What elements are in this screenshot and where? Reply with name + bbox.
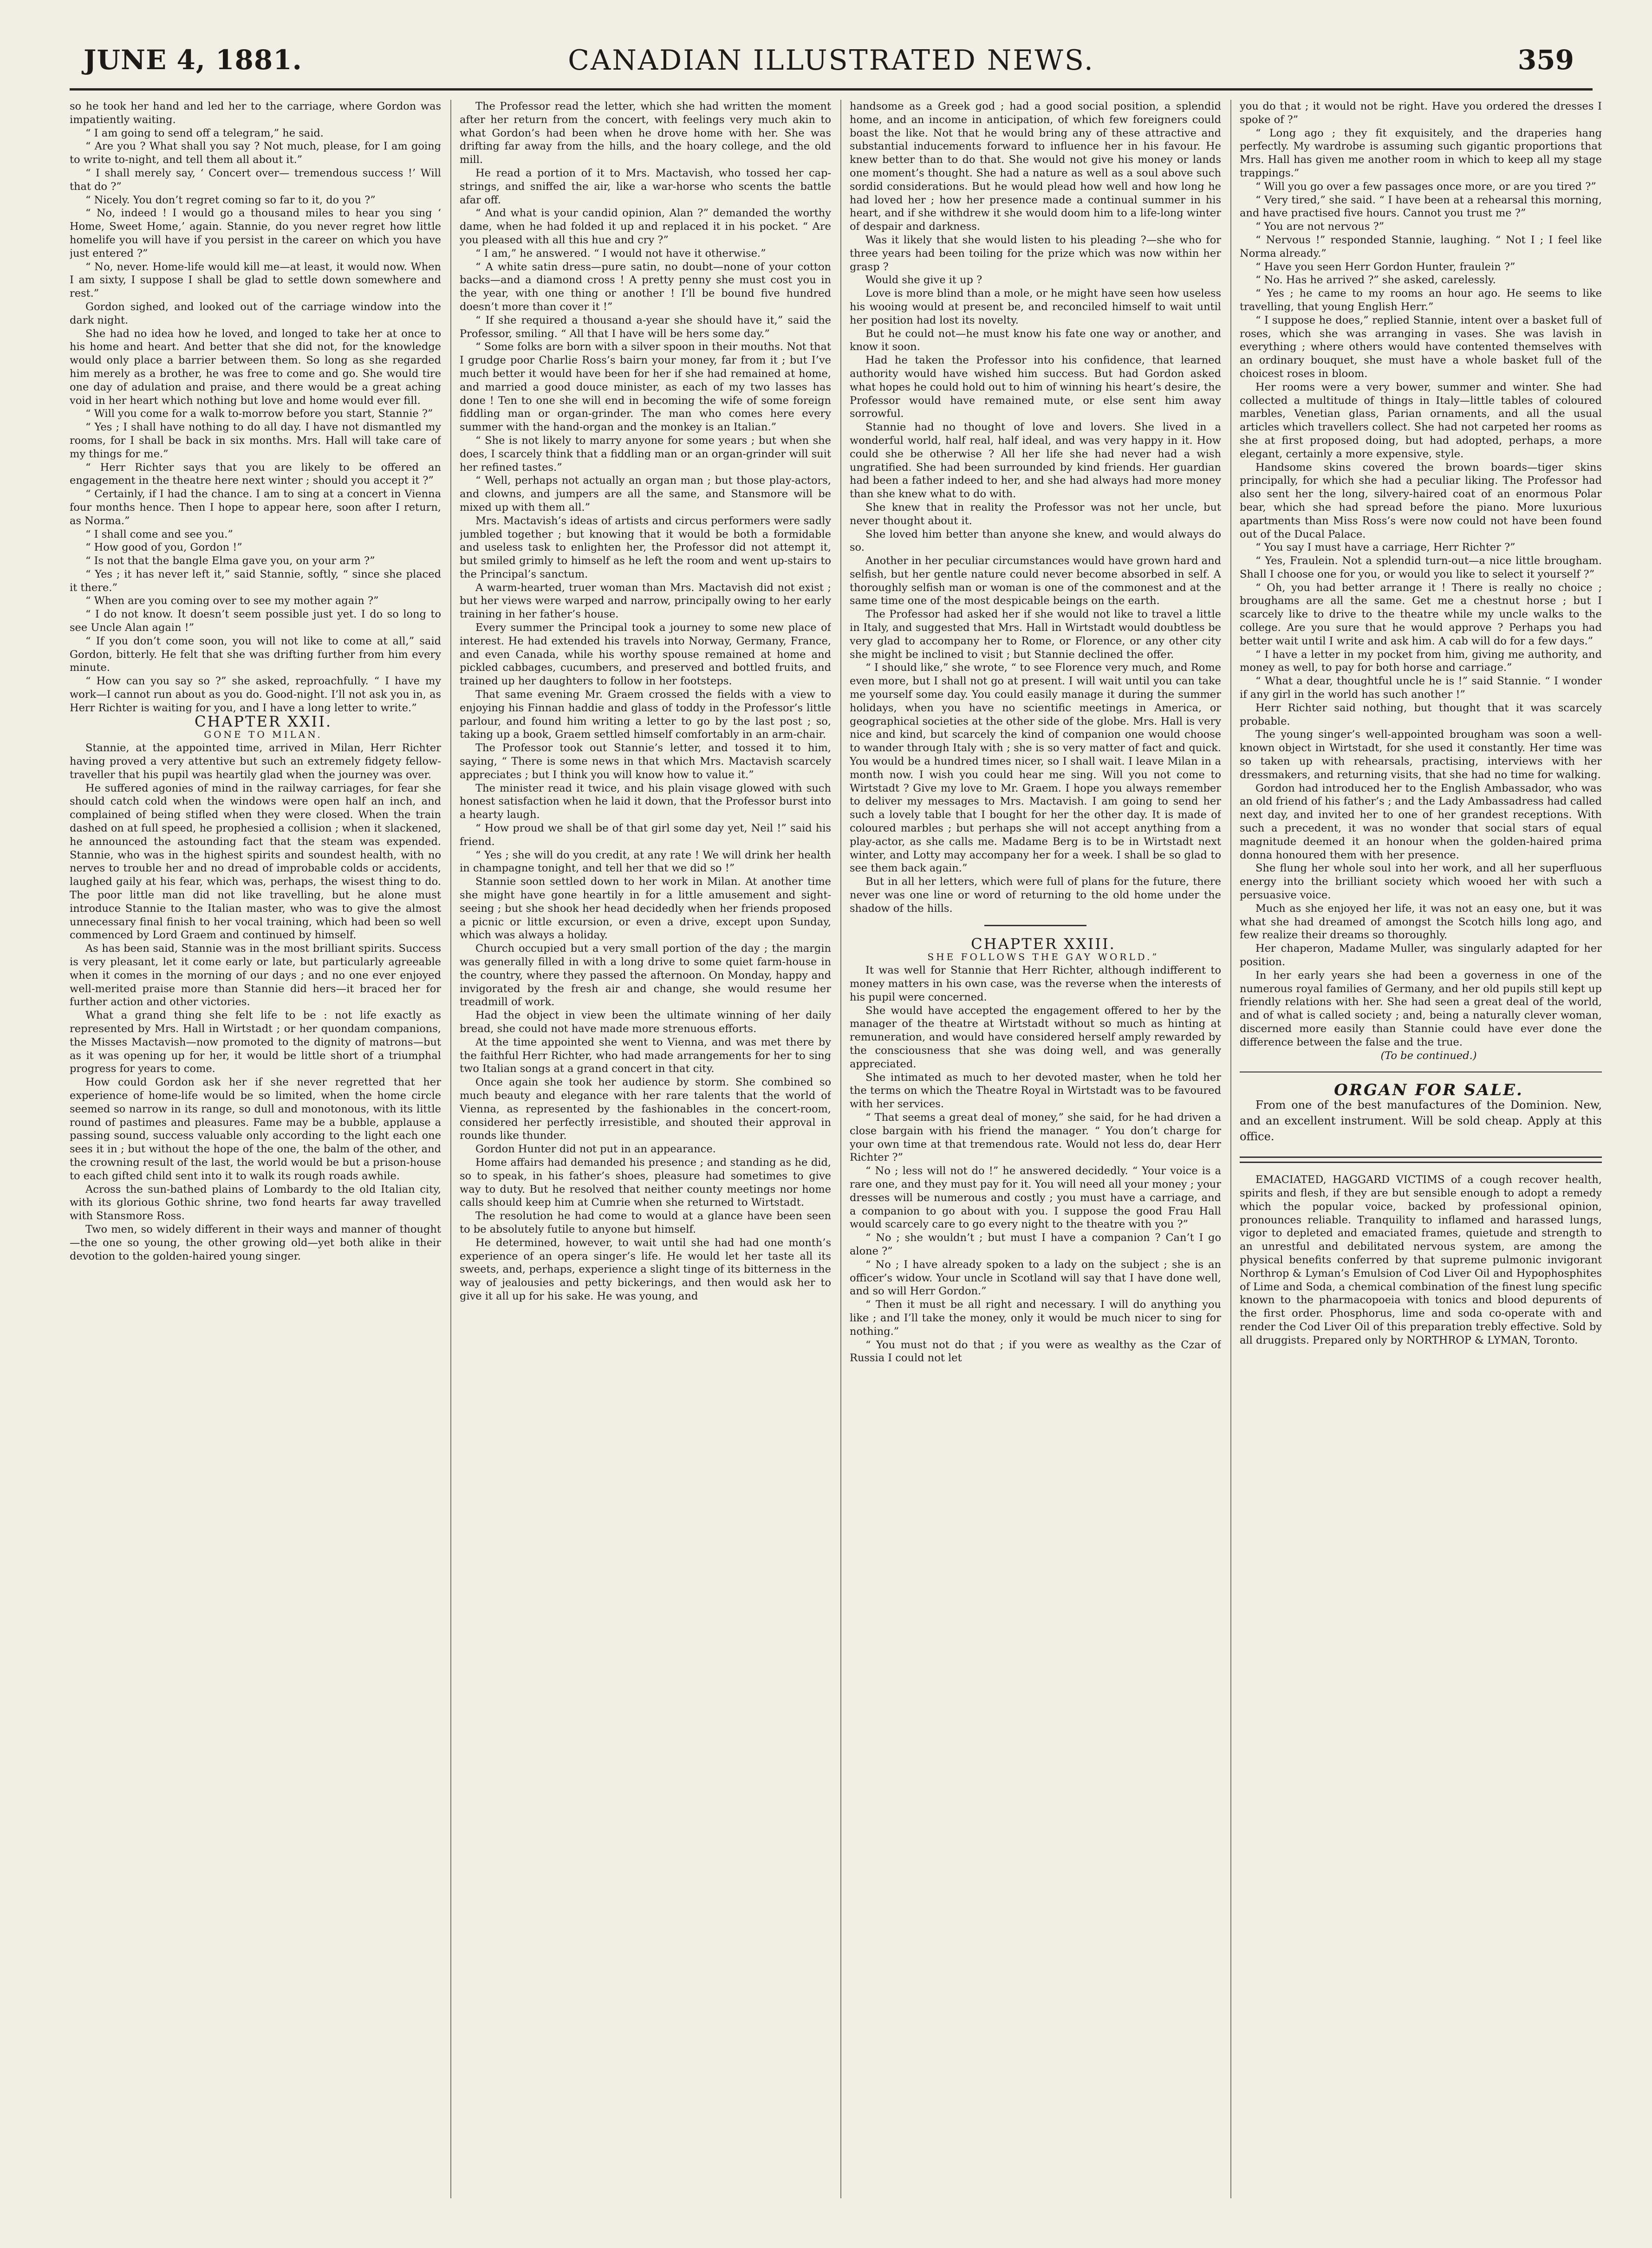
paragraph: “ I should like,” she wrote, “ to see Florence very much, and Rome even more, but I shall not go at present. I will wait until you can take me yourself some day. You could easily manage it during the summer holidays, when you have no scientific meetings in America, or geographical societies at the other side of the globe. Mrs. Hall is very nice and kind, but scarcely the kind of companion one would choose to wander through Italy with ; she is so very matter of fact and quick. You would be a hundred times nicer, so I shall wait. I leave Milan in a month now. I wish you could hear me sing. Will you not come to Wirtstadt ? Give my love to Mr. Graem. I hope you always remember to deliver my messages to Mrs. Mactavish. I am going to send her such a lovely table that I bought for her the other day. It is made of coloured marbles ; but perhaps she will not accept anything from a play-actor, as she calls me. Madame Berg is to be in Wirtstadt next winter, and Lotty may accompany her for a week. I shall be so glad to see them back again.” — [850, 662, 1221, 875]
paragraph: “ Very tired,” she said. “ I have been at a rehearsal this morning, and have practised five hours. Cannot you trust me ?” — [1240, 194, 1602, 220]
paragraph: “ I am,” he answered. “ I would not have it otherwise.” — [475, 247, 766, 260]
paragraph: “ I do not know. It doesn’t seem possible just yet. I do so long to see Uncle Alan again !” — [70, 608, 441, 634]
paragraph: At the time appointed she went to Vienna, and was met there by the faithful Herr Richter, who had made arrangements for her to sing two Italian songs at a grand concert in that city. — [460, 1036, 831, 1075]
paragraph: “ If she required a thousand a-year she should have it,” said the Professor, smiling. “ All that I have will be hers some day.” — [460, 314, 831, 340]
paragraph: Gordon sighed, and looked out of the carriage window into the dark night. — [70, 300, 441, 326]
paragraph: Herr Richter said nothing, but thought that it was scarcely probable. — [1240, 702, 1602, 728]
paragraph: He suffered agonies of mind in the railway carriages, for fear she should catch cold when the windows were open half an inch, and complained of being stifled when they were closed. When the train dashed on at full speed, he prophesied a collision ; when it slackened, he announced the astounding fact that the steam was expended. Stannie, who was in the highest spirits and soundest health, with no nerves to trouble her and no dread of improbable colds or accidents, laughed gaily at his fear, which was, perhaps, the wisest thing to do. The poor little man did not like travelling, but he alone must introduce Stannie to the Italian master, who was to give the almost unnecessary final finish to her vocal training, which had been so well commenced by Lord Graem and continued by himself. — [70, 782, 441, 942]
advertisement: EMACIATED, HAGGARD VICTIMS of a cough recover health, spirits and flesh, if they are but sensible enough to adopt a remedy which the popular voice, backed by professional opinion, pronounces reliable. Tranquility to inflamed and harassed lungs, vigor to depleted and emaciated frames, quietude and strength to an unrestful and debilitated nervous system, are among the physical benefits conferred by that supreme pulmonic invigorant Northrop & Lyman’s Emulsion of Cod Liver Oil and Hypophosphites of Lime and Soda, a chemical combination of the finest lung specific known to the pharmacopoeia with tonics and blood depurents of the first order. Phosphorus, lime and soda co-operate with and render the Cod Liver Oil of this preparation trebly effective. Sold by all druggists. Prepared only by NORTHROP & LYMAN, Toronto. — [1240, 1174, 1602, 1346]
paragraph: Gordon Hunter did not put in an appearance. — [475, 1143, 716, 1156]
chapter-heading: CHAPTER XXII. — [194, 712, 332, 730]
paragraph: “ And what is your candid opinion, Alan ?” demanded the worthy dame, when he had folded it up and replaced it in his pocket. “ Are you pleased with all this hue and cry ?” — [460, 207, 831, 246]
paragraph: A warm-hearted, truer woman than Mrs. Mactavish did not exist ; but her views were warped and narrow, principally owing to her early training in her father’s house. — [460, 581, 831, 621]
chapter-subtitle: GONE TO MILAN. — [204, 729, 323, 741]
paragraph: “ I shall merely say, ‘ Concert over— tremendous success !’ Will that do ?” — [70, 167, 441, 193]
paragraph: you do that ; it would not be right. Have you ordered the dresses I spoke of ?” — [1240, 100, 1602, 126]
paragraph: She had no idea how he loved, and longed to take her at once to his home and heart. And better that she did not, for the knowledge would only place a barrier between them. So long as she regarded him merely as a brother, he was free to come and go. She would tire one day of adulation and praise, and there would be a great aching void in her heart which nothing but love and home would ever fill. — [70, 327, 441, 407]
paragraph: That same evening Mr. Graem crossed the fields with a view to enjoying his Finnan haddie and glass of toddy in the Professor’s little parlour, and found him writing a letter to go by the last post ; so, taking up a book, Graem settled himself comfortably in an arm-chair. — [460, 689, 831, 741]
paragraph: “ What a dear, thoughtful uncle he is !” said Stannie. “ I wonder if any girl in the world has such another !” — [1240, 675, 1602, 701]
column-1 — [70, 100, 441, 2208]
paragraph: Another in her peculiar circumstances would have grown hard and selfish, but her gentle nature could never become absorbed in self. A thoroughly selfish man or woman is one of the commonest and at the same time one of the most despicable beings on the earth. — [850, 555, 1221, 607]
paragraph: “ How can you say so ?” she asked, reproachfully. “ I have my work—I cannot run about as you do. Good-night. I’ll not ask you in, as Herr Richter is waiting for you, and I have a long letter to write.” — [70, 675, 441, 714]
paragraph: Stannie, at the appointed time, arrived in Milan, Herr Richter having proved a very attentive but such an extremely fidgety fellow-traveller that his pupil was heartily glad when the journey was over. — [70, 742, 441, 781]
paragraph: “ Oh, you had better arrange it ! There is really no choice ; broughams are all the same. Get me a chestnut horse ; but I scarcely like to drive to the theatre while my uncle walks to the college. Are you sure that he would approve ? Perhaps you had better wait until I write and ask him. A cab will do for a few days.” — [1240, 581, 1602, 647]
paragraph: How could Gordon ask her if she never regretted that her experience of home-life would be so limited, when the home circle seemed so narrow in its range, so dull and monotonous, with its little round of pastimes and pleasures. Fame may be a bubble, applause a passing sound, success valuable only according to the light each one sees it in ; but without the hope of the one, the balm of the other, and the crowning result of the last, the world would be but a prison-house to each gifted child sent into it to walk its rough roads awhile. — [70, 1076, 441, 1182]
paragraph: “ No ; less will not do !” he answered decidedly. “ Your voice is a rare one, and they must pay for it. You will need all your money ; your dresses will be numerous and costly ; you must have a carriage, and a companion to go about with you. I suppose the good Frau Hall would scarcely care to go every night to the theatre with you ?” — [850, 1165, 1221, 1231]
paragraph: “ If you don’t come soon, you will not like to come at all,” said Gordon, bitterly. He felt that she was drifting further from him every minute. — [70, 635, 441, 674]
paragraph: “ Yes ; she will do you credit, at any rate ! We will drink her health in champagne tonight, and tell her that we did so !” — [460, 849, 831, 875]
paragraph: “ Long ago ; they fit exquisitely, and the draperies hang perfectly. My wardrobe is assuming such gigantic proportions that Mrs. Hall has given me another room in which to keep all my stage trappings.” — [1240, 127, 1602, 179]
paragraph: But in all her letters, which were full of plans for the future, there never was one line or word of returning to the old home under the shadow of the hills. — [850, 876, 1221, 915]
paragraph: Once again she took her audience by storm. She combined so much beauty and elegance with her rare talents that the world of Vienna, as represented by the fashionables in the concert-room, considered her perfectly irresistible, and shouted their approval in rounds like thunder. — [460, 1076, 831, 1142]
paragraph: She flung her whole soul into her work, and all her superfluous energy into the brilliant society which wooed her with such a persuasive voice. — [1240, 862, 1602, 902]
paragraph: “ No ; she wouldn’t ; but must I have a companion ? Can’t I go alone ?” — [850, 1232, 1221, 1257]
paragraph: Would she give it up ? — [865, 274, 982, 286]
paragraph: “ That seems a great deal of money,” she said, for he had driven a close bargain with his friend the manager. “ You don’t charge for your own time at that tremendous rate. Would not less do, dear Herr Richter ?” — [850, 1111, 1221, 1164]
paragraph: “ I suppose he does,” replied Stannie, intent over a basket full of roses, which she was arranging in vases. She was lavish in everything ; where others would have contented themselves with an ordinary bouquet, she must have a whole basket full of the choicest roses in bloom. — [1240, 314, 1602, 380]
paragraph: handsome as a Greek god ; had a good social position, a splendid home, and an income in anticipation, of which few foreigners could boast the like. Not that he would bring any of these attractive and substantial inducements forward to influence her in his favour. He knew better than to do that. She would not give his money or lands one moment’s thought. She had a nature as well as a soul above such sordid considerations. But he would plead how well and how long he had loved her ; how her presence made a continual summer in his heart, and if she withdrew it she would doom him to a life-long winter of despair and darkness. — [850, 100, 1221, 233]
paragraph: “ Yes ; he came to my rooms an hour ago. He seems to like travelling, that young English Herr.” — [1240, 287, 1602, 313]
column-divider — [840, 100, 841, 2198]
paragraph: The Professor took out Stannie’s letter, and tossed it to him, saying, “ There is some news in that which Mrs. Mactavish scarcely appreciates ; but I think you will know how to value it.” — [460, 742, 831, 781]
paragraph: “ Yes, Fraulein. Not a splendid turn-out—a nice little brougham. Shall I choose one for you, or would you like to select it yourself ?” — [1240, 555, 1602, 580]
ad-text: From one of the best manufactures of the Dominion. New, and an excellent instrument. Will be sold cheap. Apply at this office. — [1240, 1098, 1602, 1143]
paragraph: Her rooms were a very bower, summer and winter. She had collected a multitude of things in Italy—little tables of coloured marbles, Venetian glass, Parian ornaments, and all the usual articles which travellers collect. She had not carpeted her rooms as she at first proposed doing, but had adopted, perhaps, a more elegant, certainly a more expensive, style. — [1240, 381, 1602, 460]
paragraph: “ Some folks are born with a silver spoon in their mouths. Not that I grudge poor Charlie Ross’s bairn your money, far from it ; but I’ve much better it would have been for her if she had remained at home, and married a good douce minister, as each of my two lasses has done ! Ten to one she will end in becoming the wife of some foreign fiddling man or organ-grinder. The man who comes here every summer with the hand-organ and the monkey is an Italian.” — [460, 341, 831, 434]
paragraph: “ Have you seen Herr Gordon Hunter, fraulein ?” — [1255, 260, 1515, 273]
paragraph: “ Will you go over a few passages once more, or are you tired ?” — [1255, 180, 1596, 193]
column-4 — [1240, 100, 1602, 2208]
paragraph: “ Certainly, if I had the chance. I am to sing at a concert in Vienna four months hence. Then I hope to appear here, soon after I return, as Norma.” — [70, 488, 441, 527]
paragraph: Two men, so widely different in their ways and manner of thought—the one so young, the other growing old—yet both alike in their devotion to the golden-haired young singer. — [70, 1223, 441, 1262]
paragraph: “ Yes ; I shall have nothing to do all day. I have not dismantled my rooms, for I shall be back in six months. Mrs. Hall will take care of my things for me.” — [70, 421, 441, 460]
paragraph: Mrs. Mactavish’s ideas of artists and circus performers were sadly jumbled together ; but knowing that it would be both a formidable and useless task to enlighten her, the Professor did not attempt it, but smiled grimly to himself as he left the room and went up-stairs to the Principal’s sanctum. — [460, 514, 831, 580]
paragraph: “ I have a letter in my pocket from him, giving me authority, and money as well, to pay for both horse and carriage.” — [1240, 648, 1602, 674]
paragraph: Across the sun-bathed plains of Lombardy to the old Italian city, with its glorious Gothic shrine, two fond hearts far away travelled with Stansmore Ross. — [70, 1183, 441, 1222]
paragraph: Much as she enjoyed her life, it was not an easy one, but it was what she had dreamed of amongst the Scotch hills long ago, and few realize their dreams so thoroughly. — [1240, 902, 1602, 942]
page-number: 359 — [1517, 44, 1574, 76]
ad-heading: ORGAN FOR SALE. — [1334, 1081, 1523, 1100]
section-divider — [1240, 1156, 1602, 1163]
paragraph: Had the object in view been the ultimate winning of her daily bread, she could not have made more strenuous efforts. — [460, 1009, 831, 1035]
section-divider — [984, 925, 1086, 926]
paragraph: Her chaperon, Madame Muller, was singularly adapted for her position. — [1240, 942, 1602, 968]
paragraph: The resolution he had come to would at a glance have been seen to be absolutely futile to anyone but himself. — [460, 1210, 831, 1235]
paragraph: Stannie soon settled down to her work in Milan. At another time she might have gone heartily in for a little amusement and sight-seeing ; but she shook her head decidedly when her friends proposed a picnic or little excursion, or even a drive, except upon Sunday, which was always a holiday. — [460, 876, 831, 942]
masthead-title: CANADIAN ILLUSTRATED NEWS. — [568, 44, 1094, 77]
paragraph: She knew that in reality the Professor was not her uncle, but never thought about it. — [850, 501, 1221, 527]
paragraph: so he took her hand and led her to the carriage, where Gordon was impatiently waiting. — [70, 100, 441, 126]
page-header — [70, 44, 1593, 81]
column-divider — [1230, 100, 1231, 2198]
paragraph: “ You say I must have a carriage, Herr Richter ?” — [1255, 541, 1515, 554]
paragraph: The Professor had asked her if she would not like to travel a little in Italy, and suggested that Mrs. Hall in Wirtstadt would doubtless be very glad to accompany her to Rome, or Florence, or any other city she might be inclined to visit ; but Stannie declined the offer. — [850, 608, 1221, 661]
paragraph: “ You are not nervous ?” — [1255, 221, 1385, 233]
paragraph: The minister read it twice, and his plain visage glowed with such honest satisfaction when he laid it down, that the Professor burst into a hearty laugh. — [460, 782, 831, 821]
chapter-heading: CHAPTER XXIII. — [971, 935, 1116, 953]
paragraph: “ No, indeed ! I would go a thousand miles to hear you sing ‘ Home, Sweet Home,’ again. Stannie, do you never regret how little homelife you will have if you persist in the career on which you have just entered ?” — [70, 207, 441, 260]
paragraph: But he could not—he must know his fate one way or another, and know it soon. — [850, 327, 1221, 353]
paragraph: “ You must not do that ; if you were as wealthy as the Czar of Russia I could not let — [850, 1338, 1221, 1364]
paragraph: “ How good of you, Gordon !” — [85, 541, 242, 554]
paragraph: Every summer the Principal took a journey to some new place of interest. He had extended his travels into Norway, Germany, France, and even Canada, while his worthy spouse remained at home and pickled cabbages, cucumbers, and preserved and bottled fruits, and trained up her daughters to follow in her footsteps. — [460, 622, 831, 688]
paragraph: “ When are you coming over to see my mother again ?” — [85, 595, 379, 607]
paragraph: Was it likely that she would listen to his pleading ?—she who for three years had been toiling for the prize which was now within her grasp ? — [850, 234, 1221, 273]
paragraph: Handsome skins covered the brown boards—tiger skins principally, for which she had a peculiar liking. The Professor had also sent her the long, silvery-haired coat of an enormous Polar bear, which she had spread before the piano. More luxurious apartments than Miss Ross’s were now could not have been found out of the Ducal Palace. — [1240, 461, 1602, 540]
paragraph: “ Herr Richter says that you are likely to be offered an engagement in the theatre here next winter ; should you accept it ?” — [70, 461, 441, 487]
paragraph: “ Well, perhaps not actually an organ man ; but those play-actors, and clowns, and jumpers are all the same, and Stansmore will be mixed up with them all.” — [460, 474, 831, 513]
paragraph: “ I am going to send off a telegram,” he said. — [85, 127, 324, 139]
column-2 — [460, 100, 831, 2208]
paragraph: It was well for Stannie that Herr Richter, although indifferent to money matters in his own case, was the reverse when the interests of his pupil were concerned. — [850, 964, 1221, 1003]
paragraph: “ No, never. Home-life would kill me—at least, it would now. When I am sixty, I suppose I shall be glad to settle down somewhere and rest.” — [70, 260, 441, 300]
paragraph: “ No ; I have already spoken to a lady on the subject ; she is an officer’s widow. Your uncle in Scotland will say that I have done well, and so will Herr Gordon.” — [850, 1258, 1221, 1298]
paragraph: “ No. Has he arrived ?” she asked, carelessly. — [1255, 274, 1496, 286]
column-divider — [450, 100, 451, 2198]
paragraph: “ Nervous !” responded Stannie, laughing. “ Not I ; I feel like Norma already.” — [1240, 234, 1602, 260]
paragraph: Home affairs had demanded his presence ; and standing as he did, so to speak, in his father’s shoes, pleasure had sometimes to give way to duty. But he resolved that neither county meetings nor home calls should keep him at Cumrie when she returned to Wirtstadt. — [460, 1156, 831, 1209]
paragraph: “ Is not that the bangle Elma gave you, on your arm ?” — [85, 555, 375, 567]
paragraph: She would have accepted the engagement offered to her by the manager of the theatre at Wirtstadt without so much as hinting at remuneration, and would have considered herself amply rewarded by the consciousness that she was doing well, and was generally appreciated. — [850, 1004, 1221, 1070]
paragraph: Had he taken the Professor into his confidence, that learned authority would have wished him success. But had Gordon asked what hopes he could hold out to him of winning his heart’s desire, the Professor would have remained mute, or else sent him away sorrowful. — [850, 354, 1221, 420]
paragraph: “ How proud we shall be of that girl some day yet, Neil !” said his friend. — [460, 822, 831, 848]
paragraph: As has been said, Stannie was in the most brilliant spirits. Success is very pleasant, let it come early or late, but particularly agreeable when it comes in the morning of our days ; and no one ever enjoyed well-merited praise more than Stannie did hers—it braced her for further action and other victories. — [70, 942, 441, 1008]
paragraph: “ She is not likely to marry anyone for some years ; but when she does, I scarcely think that a fiddling man or an organ-grinder will suit her refined tastes.” — [460, 434, 831, 474]
paragraph: Love is more blind than a mole, or he might have seen how useless his wooing would at present be, and reconciled himself to wait until her position had lost its novelty. — [850, 287, 1221, 326]
paragraph: Church occupied but a very small portion of the day ; the margin was generally filled in with a long drive to some quiet farm-house in the country, where they passed the afternoon. On Monday, happy and invigorated by the fresh air and change, she would resume her treadmill of work. — [460, 942, 831, 1008]
paragraph: “ Then it must be all right and necessary. I will do anything you like ; and I’ll take the money, only it would be much nicer to sing for nothing.” — [850, 1299, 1221, 1338]
paragraph: He determined, however, to wait until she had had one month’s experience of an opera singer’s life. He would let her taste all its sweets, and, perhaps, experience a slight tinge of its bitterness in the way of jealousies and petty bickerings, and then would ask her to give it all up for his sake. He was young, and — [460, 1236, 831, 1302]
paragraph: She loved him better than anyone she knew, and would always do so. — [850, 528, 1221, 554]
header-rule — [70, 88, 1593, 91]
paragraph: Stannie had no thought of love and lovers. She lived in a wonderful world, half real, half ideal, and was very happy in it. How could she be otherwise ? All her life she had never had a wish ungratified. She had been surrounded by kind friends. Her guardian had been a father indeed to her, and she had always had more money than she knew what to do with. — [850, 421, 1221, 500]
chapter-subtitle: SHE FOLLOWS THE GAY WORLD.” — [927, 951, 1159, 963]
paragraph: The young singer’s well-appointed brougham was soon a well-known object in Wirtstadt, for she used it constantly. Her time was so taken up with rehearsals, practising, interviews with her dressmakers, and returning visits, that she had no time for walking. — [1240, 728, 1602, 781]
paragraph: He read a portion of it to Mrs. Mactavish, who tossed her cap-strings, and sniffed the air, like a war-horse who scents the battle afar off. — [460, 167, 831, 206]
paragraph: “ Will you come for a walk to-morrow before you start, Stannie ?” — [85, 408, 433, 420]
paragraph: What a grand thing she felt life to be : not life exactly as represented by Mrs. Hall in Wirtstadt ; or her quondam companions, the Misses Mactavish—now promoted to the dignity of matrons—but as it was opening up for her, it would be little short of a triumphal progress for years to come. — [70, 1009, 441, 1075]
column-3 — [850, 100, 1221, 2208]
paragraph: She intimated as much to her devoted master, when he told her the terms on which the Theatre Royal in Wirtstadt was to be favoured with her services. — [850, 1071, 1221, 1111]
paragraph: Gordon had introduced her to the English Ambassador, who was an old friend of his father’s ; and the Lady Ambassadress had called next day, and invited her to one of her grandest receptions. With such a precedent, it was no wonder that social stars of equal magnitude deemed it an honour when the golden-haired prima donna honoured them with her presence. — [1240, 782, 1602, 861]
paragraph: “ A white satin dress—pure satin, no doubt—none of your cotton backs—and a diamond cross ! A pretty penny she must cost you in the year, with one thing or another ! I’ll be bound five hundred doesn’t more than cover it !” — [460, 260, 831, 313]
paragraph: The Professor read the letter, which she had written the moment after her return from the concert, with feelings very much akin to what Gordon’s had been when he drove home with her. She was drifting far away from the hills, and the hoary college, and the old mill. — [460, 100, 831, 166]
paragraph: “ Nicely. You don’t regret coming so far to it, do you ?” — [85, 194, 376, 206]
paragraph: “ Yes ; it has never left it,” said Stannie, softly, “ since she placed it there.” — [70, 568, 441, 594]
issue-date: JUNE 4, 1881. — [84, 44, 302, 76]
to-be-continued: (To be continued.) — [1380, 1049, 1477, 1062]
paragraph: “ Are you ? What shall you say ? Not much, please, for I am going to write to-night, and tell them all about it.” — [70, 140, 441, 166]
paragraph: In her early years she had been a governess in one of the numerous royal families of Germany, and her old pupils still kept up friendly relations with her. She had seen a great deal of the world, and of what is called society ; and, being a naturally clever woman, discerned more easily than Stannie could have ever done the difference between the false and the true. — [1240, 969, 1602, 1048]
paragraph: “ I shall come and see you.” — [85, 528, 233, 540]
